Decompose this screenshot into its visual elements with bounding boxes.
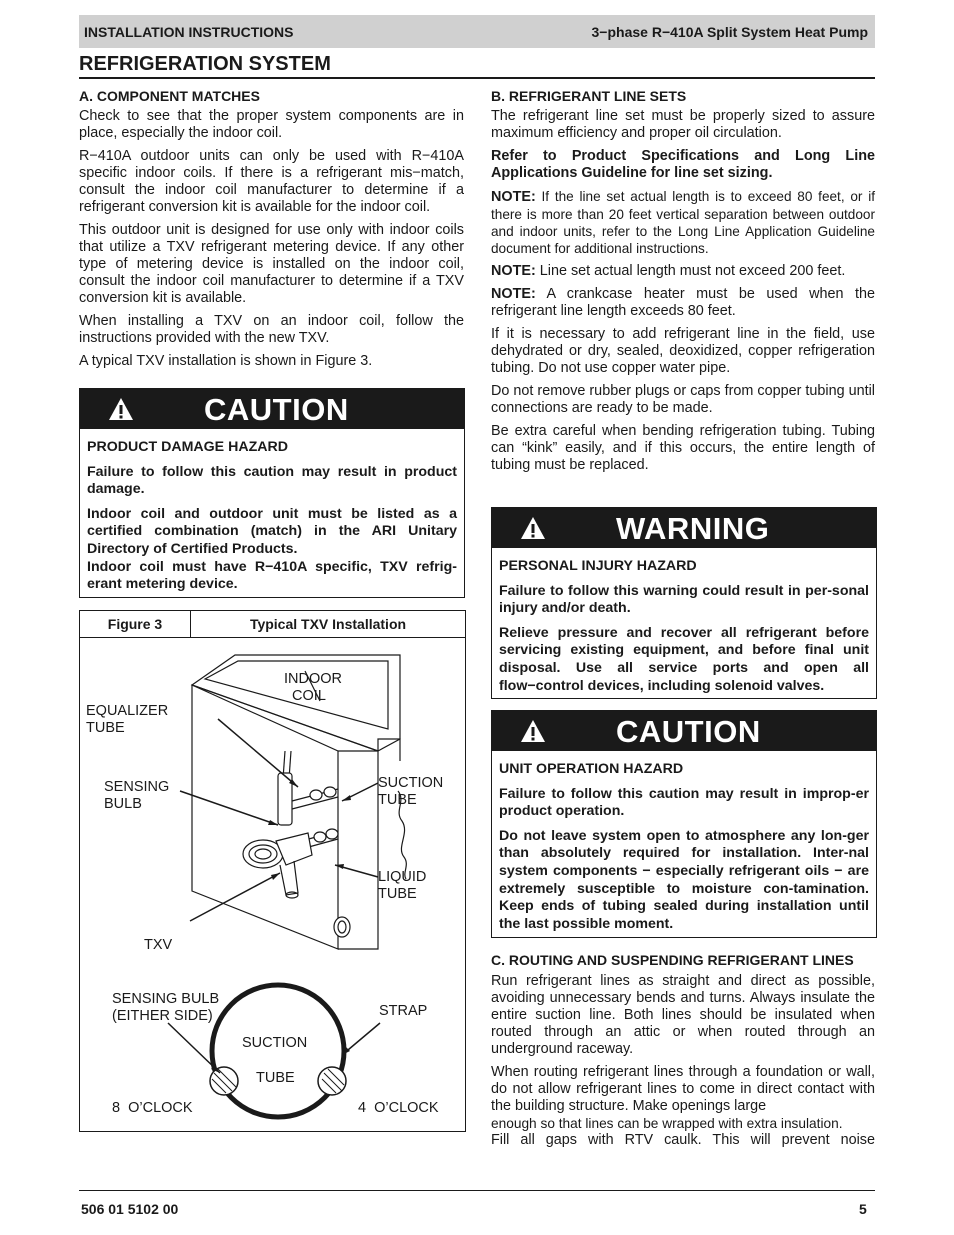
warning-triangle-icon [520, 719, 546, 743]
paragraph: A typical TXV installation is shown in Figure 3. [79, 353, 373, 369]
figure-title: Typical TXV Installation [249, 616, 407, 632]
left-column [79, 88, 464, 376]
warning-bar [492, 508, 876, 548]
paragraph: Be extra careful when bending refrigeration tubing. Tubing can “kink” easily, and if this occurs, the entire length of tubing must be replaced. [491, 423, 875, 473]
note-paragraph [491, 263, 875, 280]
label-tube-inner: TUBE [256, 1070, 295, 1086]
caution-bar [492, 711, 876, 751]
warning-triangle-icon [520, 516, 546, 540]
heading-routing: C. ROUTING AND SUSPENDING REFRIGERANT LINES [491, 952, 854, 968]
note-label: NOTE: [491, 263, 536, 279]
caution-box-unit-operation [491, 710, 877, 938]
caution-text: Indoor coil must have R−410A specific, TXV refrig-erant metering device. [87, 558, 457, 593]
caution-text: Failure to follow this caution may result in product damage. [87, 463, 457, 498]
caution-text: Do not leave system open to atmosphere any lon-ger than absolutely required for installation. Inter-nal system components − especially refrigerant oils − are extremely susceptible to moisture con-tamination. Keep ends of tubing sealed during installation until the last possible moment. [499, 827, 869, 932]
figure-number: Figure 3 [80, 611, 191, 637]
title-rule [79, 77, 875, 79]
heading-line-sets: B. REFRIGERANT LINE SETS [491, 88, 687, 104]
paragraph-bold: Refer to Product Specifications and Long Line Applications Guideline for line set sizing. [491, 148, 875, 181]
caution-word: CAUTION [616, 714, 761, 749]
page-number: 5 [859, 1201, 867, 1217]
caution-text: Indoor coil and outdoor unit must be listed as a certified combination (match) in the ARI Unitary Directory of Certified Products. [87, 505, 457, 557]
paragraph: Run refrigerant lines as straight and direct as possible, avoiding unnecessary bends and turns. Always insulate the entire suction line. Both lines should be insulated when routed through an attic or when routed through an underground raceway. [491, 973, 875, 1057]
warning-text: Failure to follow this warning could result in per-sonal injury and/or death. [499, 582, 869, 617]
label-sensing-bulb: SENSING BULB [104, 779, 170, 812]
heading-component-matches: A. COMPONENT MATCHES [79, 88, 260, 104]
paragraph: R−410A outdoor units can only be used with R−410A specific indoor coils. If there is a refrigerant mis−match, consult the indoor coil manufacturer to determine if a refrigerant conversion kit is available for the indoor coil. [79, 148, 464, 215]
header-left: INSTALLATION INSTRUCTIONS [84, 24, 294, 40]
right-column-bottom [491, 951, 875, 1149]
caution-text: Failure to follow this caution may result in improp-er product operation. [499, 785, 869, 820]
label-4-oclock: 4 O’CLOCK [358, 1100, 439, 1116]
warning-box-personal-injury [491, 507, 877, 699]
note-text: Line set actual length must not exceed 200 feet. [535, 263, 846, 279]
paragraph-line: enough so that lines can be wrapped with extra insulation. [491, 1116, 843, 1131]
label-strap: STRAP [379, 1003, 428, 1019]
note-paragraph [491, 188, 875, 257]
caution-box-product-damage [79, 388, 465, 598]
paragraph: When installing a TXV on an indoor coil, follow the instructions provided with the new TXV. [79, 313, 464, 346]
note-text: If the line set actual length is to exceed 80 feet, or if there is more than 20 feet vertical separation between outdoor and indoor units, refer to the Long Line Application Guideline document for additional instructions. [491, 189, 875, 256]
note-text: A crankcase heater must be used when the refrigerant line length exceeds 80 feet. [491, 286, 875, 319]
note-paragraph [491, 286, 875, 320]
hazard-title: PERSONAL INJURY HAZARD [499, 558, 697, 574]
label-liquid-tube: LIQUID TUBE [378, 869, 427, 902]
paragraph-line: Fill all gaps with RTV caulk. This will prevent noise [491, 1132, 875, 1148]
figure-3 [79, 610, 466, 1132]
hazard-title: UNIT OPERATION HAZARD [499, 761, 684, 777]
label-indoor-coil: INDOOR COIL [284, 671, 342, 704]
section-title: REFRIGERATION SYSTEM [79, 53, 331, 75]
header-right: 3−phase R−410A Split System Heat Pump [591, 24, 868, 40]
warning-word: WARNING [616, 511, 770, 546]
paragraph: Check to see that the proper system components are in place, especially the indoor coil. [79, 108, 464, 141]
label-txv: TXV [144, 937, 173, 953]
paragraph: When routing refrigerant lines through a foundation or wall, do not allow refrigerant lines to come in direct contact with the building structure. Make openings large [491, 1064, 875, 1114]
caution-bar [80, 389, 464, 429]
right-column-top [491, 88, 875, 480]
label-sensing-bulb-either-side: SENSING BULB (EITHER SIDE) [112, 991, 220, 1024]
label-suction-tube: SUCTION TUBE [378, 775, 444, 808]
hazard-title: PRODUCT DAMAGE HAZARD [87, 439, 288, 455]
label-suction-inner: SUCTION [242, 1035, 308, 1051]
note-label: NOTE: [491, 189, 536, 205]
document-number: 506 01 5102 00 [81, 1201, 179, 1217]
page-header [79, 15, 875, 48]
paragraph: The refrigerant line set must be properly sized to assure maximum efficiency and proper oil circulation. [491, 108, 875, 141]
footer-rule [79, 1190, 875, 1191]
paragraph: If it is necessary to add refrigerant line in the field, use dehydrated or dry, sealed, deoxidized, copper refrigeration tubing. Do not use copper water pipe. [491, 326, 875, 376]
paragraph: Do not remove rubber plugs or caps from copper tubing until connections are ready to be made. [491, 383, 875, 416]
warning-triangle-icon [108, 397, 134, 421]
label-equalizer-tube: EQUALIZER TUBE [86, 703, 169, 736]
note-label: NOTE: [491, 286, 536, 302]
paragraph: This outdoor unit is designed for use only with indoor coils that utilize a TXV refrigerant metering device. If any other type of metering device is installed on the indoor coil, consult the indoor coil manufacturer to determine if a TXV conversion kit is available. [79, 222, 464, 306]
label-8-oclock: 8 O’CLOCK [112, 1100, 193, 1116]
warning-text: Relieve pressure and recover all refrigerant before servicing existing equipment, and before final unit disposal. Use all service ports and open all flow−control devices, including solenoid valves. [499, 624, 869, 694]
caution-word: CAUTION [204, 392, 349, 427]
